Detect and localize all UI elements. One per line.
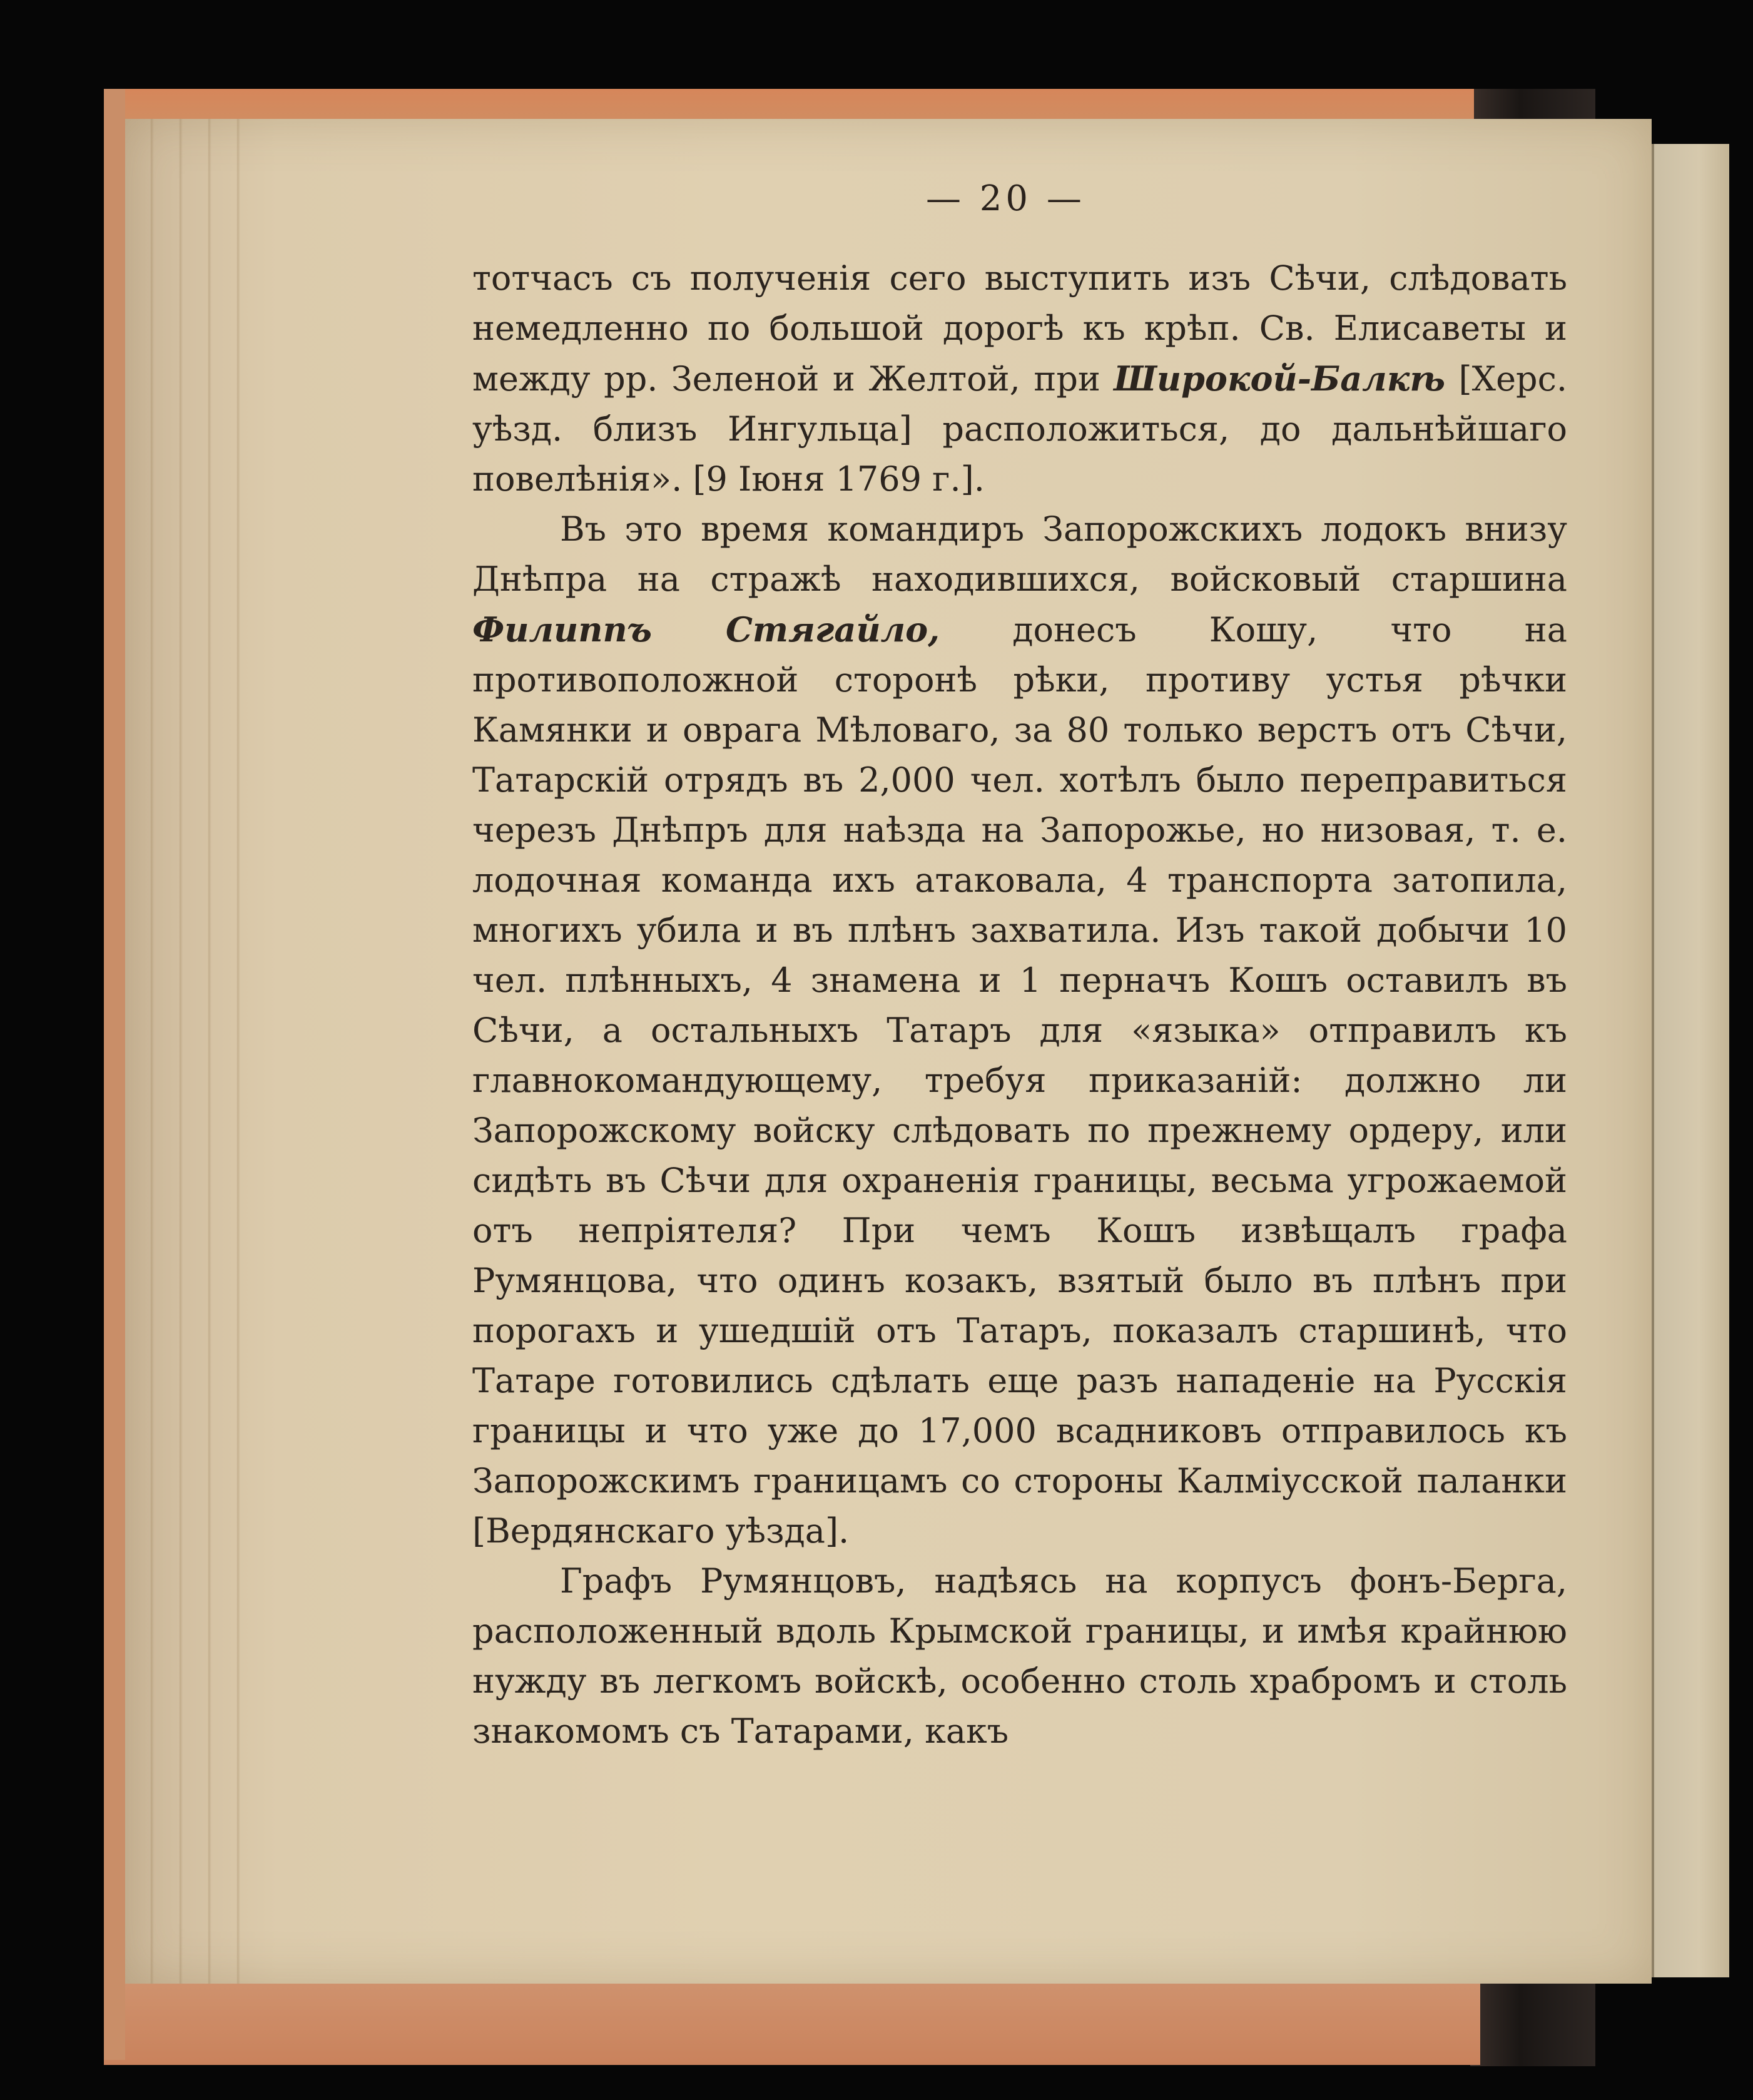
book-cover-bottom-edge <box>104 1971 1480 2065</box>
paragraph-3-text: Графъ Румянцовъ, надѣясь на корпусъ фонъ-Берга, расположенный вдоль Крымской границы, и имѣя крайнюю нужду въ легкомъ войскѣ, особенно столь храбромъ и столь знакомомъ съ Татарами, какъ <box>472 1561 1567 1751</box>
book-cover-left-edge <box>104 89 125 2060</box>
page-number: — 20 — <box>926 178 1085 219</box>
paragraph-3 <box>472 1556 1567 1756</box>
place-name-italic: Широкой-Балкѣ <box>1114 359 1446 399</box>
page-text <box>472 253 1567 1756</box>
paragraph-1-text-b: [Херс. уѣзд. близъ Ингульца] расположиться, до дальнѣйшаго повелѣнія». [9 Іюня 1769 г.]. <box>472 359 1568 499</box>
paragraph-2-text-b: донесъ Кошу, что на противоположной сторонѣ рѣки, противу устья рѣчки Камянки и оврага Мѣловаго, за 80 только верстъ отъ Сѣчи, Татарскій отрядъ въ 2,000 чел. хотѣлъ было переправиться черезъ Днѣпръ для наѣзда на Запорожье, но низовая, т. е. лодочная команда ихъ атаковала, 4 транспорта затопила, многихъ убила и въ плѣнъ захватила. Изъ такой добычи 10 чел. плѣнныхъ, 4 знамена и 1 перначъ Кошъ оставилъ въ Сѣчи, а остальныхъ Татаръ для «языка» отправилъ къ главнокомандующему, требуя приказаній: должно ли Запорожскому войску слѣдовать по прежнему ордеру, или сидѣть въ Сѣчи для охраненія границы, весьма угрожаемой отъ непріятеля? При чемъ Кошъ извѣщалъ графа Румянцова, что одинъ козакъ, взятый было въ плѣнъ при порогахъ и ушедшій отъ Татаръ, показалъ старшинѣ, что Татаре готовились сдѣлать еще разъ нападеніе на Русскія границы и что уже до 17,000 всадниковъ отправилось къ Запорожскимъ границамъ со стороны Калміусской паланки [Вердянскаго уѣзда]. <box>472 610 1567 1551</box>
paragraph-2 <box>472 504 1567 1556</box>
paragraph-2-text-a: Въ это время командиръ Запорожскихъ лодокъ внизу Днѣпра на стражѣ находившихся, войсковый старшина <box>472 509 1567 599</box>
page-stack-edges <box>125 119 263 1984</box>
paragraph-1 <box>472 253 1567 504</box>
next-page-edge <box>1652 144 1729 1977</box>
person-name-italic: Филиппъ Стягайло, <box>472 609 940 650</box>
paragraph-1-text-a: тотчасъ съ полученія сего выступить изъ Сѣчи, слѣдовать немедленно по большой дорогѣ къ крѣп. Св. Елисаветы и между рр. Зеленой и Желтой, при <box>472 258 1567 399</box>
